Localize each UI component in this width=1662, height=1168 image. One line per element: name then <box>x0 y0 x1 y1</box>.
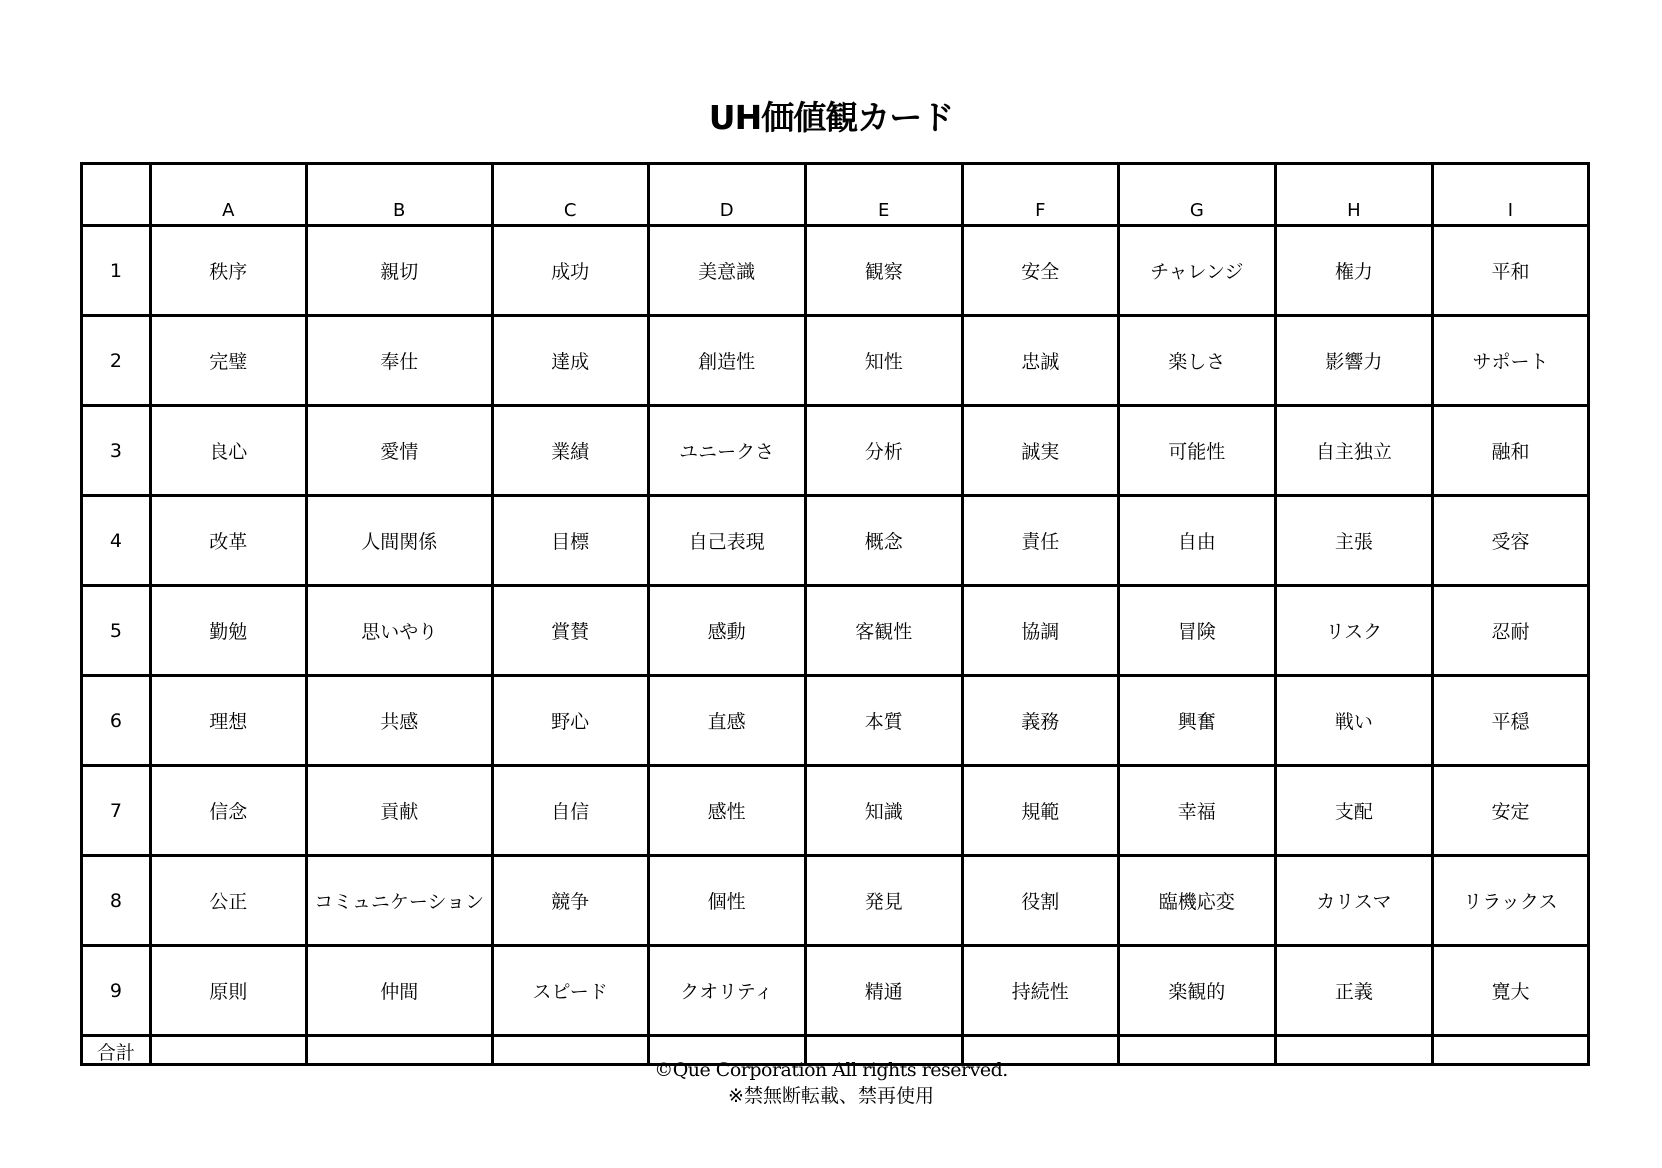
value-cell: 持続性 <box>962 946 1118 1036</box>
value-cell: 秩序 <box>150 226 306 316</box>
value-cell: 美意識 <box>648 226 805 316</box>
value-cell: カリスマ <box>1275 856 1432 946</box>
value-cell: 個性 <box>648 856 805 946</box>
value-cell: 誠実 <box>962 406 1118 496</box>
row-number: 1 <box>82 226 151 316</box>
row-number: 4 <box>82 496 151 586</box>
value-cell: 本質 <box>805 676 962 766</box>
column-header: A <box>150 164 306 226</box>
row-number: 9 <box>82 946 151 1036</box>
table-row <box>82 406 1589 496</box>
column-header: C <box>492 164 648 226</box>
value-cell: 創造性 <box>648 316 805 406</box>
value-cell: 発見 <box>805 856 962 946</box>
value-cell: コミュニケーション <box>306 856 492 946</box>
row-number: 8 <box>82 856 151 946</box>
value-cell: 公正 <box>150 856 306 946</box>
value-cell: チャレンジ <box>1118 226 1275 316</box>
table-row <box>82 226 1589 316</box>
value-cell: 幸福 <box>1118 766 1275 856</box>
row-number: 7 <box>82 766 151 856</box>
value-cell: 平穏 <box>1432 676 1588 766</box>
value-cell: 冒険 <box>1118 586 1275 676</box>
value-cell: 忍耐 <box>1432 586 1588 676</box>
value-cell: 義務 <box>962 676 1118 766</box>
value-cell: リラックス <box>1432 856 1588 946</box>
value-cell: 分析 <box>805 406 962 496</box>
table-row <box>82 586 1589 676</box>
value-cell: 戦い <box>1275 676 1432 766</box>
value-cell: 自己表現 <box>648 496 805 586</box>
value-cell: 賞賛 <box>492 586 648 676</box>
value-cell: 感性 <box>648 766 805 856</box>
value-cell: 安全 <box>962 226 1118 316</box>
column-header: I <box>1432 164 1588 226</box>
value-cell: 自由 <box>1118 496 1275 586</box>
row-number: 5 <box>82 586 151 676</box>
value-cell: 興奮 <box>1118 676 1275 766</box>
row-number: 3 <box>82 406 151 496</box>
value-cell: スピード <box>492 946 648 1036</box>
corner-cell <box>82 164 151 226</box>
value-cell: 仲間 <box>306 946 492 1036</box>
value-cell: 共感 <box>306 676 492 766</box>
value-cell: 業績 <box>492 406 648 496</box>
table-row <box>82 316 1589 406</box>
value-cell: 楽観的 <box>1118 946 1275 1036</box>
value-cell: 目標 <box>492 496 648 586</box>
value-cell: 野心 <box>492 676 648 766</box>
row-number: 2 <box>82 316 151 406</box>
value-cell: 寛大 <box>1432 946 1588 1036</box>
value-cell: 愛情 <box>306 406 492 496</box>
page-title: UH価値観カード <box>708 98 954 137</box>
value-cell: サポート <box>1432 316 1588 406</box>
value-cell: 思いやり <box>306 586 492 676</box>
value-cell: 勤勉 <box>150 586 306 676</box>
value-cell: 規範 <box>962 766 1118 856</box>
value-cell: 競争 <box>492 856 648 946</box>
value-cell: 観察 <box>805 226 962 316</box>
column-header: H <box>1275 164 1432 226</box>
value-cell: 人間関係 <box>306 496 492 586</box>
table-row <box>82 766 1589 856</box>
value-cell: 自主独立 <box>1275 406 1432 496</box>
column-header: D <box>648 164 805 226</box>
value-cell: クオリティ <box>648 946 805 1036</box>
value-cell: 達成 <box>492 316 648 406</box>
value-cell: 権力 <box>1275 226 1432 316</box>
value-cell: 臨機応変 <box>1118 856 1275 946</box>
table-body <box>82 226 1589 1036</box>
value-cell: 影響力 <box>1275 316 1432 406</box>
reproduction-notice: ※禁無断転載、禁再使用 <box>728 1085 934 1107</box>
value-cell: 忠誠 <box>962 316 1118 406</box>
value-cell: 成功 <box>492 226 648 316</box>
row-number: 6 <box>82 676 151 766</box>
value-cell: 良心 <box>150 406 306 496</box>
value-cell: 融和 <box>1432 406 1588 496</box>
value-cell: 直感 <box>648 676 805 766</box>
value-cell: 安定 <box>1432 766 1588 856</box>
value-cell: 親切 <box>306 226 492 316</box>
column-header: F <box>962 164 1118 226</box>
value-cell: 貢献 <box>306 766 492 856</box>
value-cell: リスク <box>1275 586 1432 676</box>
value-cell: 精通 <box>805 946 962 1036</box>
column-header: G <box>1118 164 1275 226</box>
value-cell: 客観性 <box>805 586 962 676</box>
value-cell: 奉仕 <box>306 316 492 406</box>
column-header: B <box>306 164 492 226</box>
value-cell: 支配 <box>1275 766 1432 856</box>
value-cell: 受容 <box>1432 496 1588 586</box>
table-row <box>82 856 1589 946</box>
value-cell: 感動 <box>648 586 805 676</box>
value-cell: 主張 <box>1275 496 1432 586</box>
value-cell: 信念 <box>150 766 306 856</box>
value-cell: 平和 <box>1432 226 1588 316</box>
value-cell: 改革 <box>150 496 306 586</box>
value-cell: 責任 <box>962 496 1118 586</box>
values-card-table <box>80 162 1590 1066</box>
value-cell: 自信 <box>492 766 648 856</box>
value-cell: 役割 <box>962 856 1118 946</box>
table-row <box>82 946 1589 1036</box>
value-cell: 原則 <box>150 946 306 1036</box>
value-cell: 知性 <box>805 316 962 406</box>
value-cell: 知識 <box>805 766 962 856</box>
column-header-row <box>82 164 1589 226</box>
value-cell: 理想 <box>150 676 306 766</box>
copyright-notice: ©Que Corporation All rights reserved. <box>654 1059 1008 1081</box>
table-row <box>82 496 1589 586</box>
value-cell: 楽しさ <box>1118 316 1275 406</box>
table-row <box>82 676 1589 766</box>
value-cell: 可能性 <box>1118 406 1275 496</box>
value-cell: 正義 <box>1275 946 1432 1036</box>
total-label: 合計 <box>82 1036 151 1065</box>
value-cell: 完璧 <box>150 316 306 406</box>
value-cell: ユニークさ <box>648 406 805 496</box>
value-cell: 協調 <box>962 586 1118 676</box>
value-cell: 概念 <box>805 496 962 586</box>
column-header: E <box>805 164 962 226</box>
